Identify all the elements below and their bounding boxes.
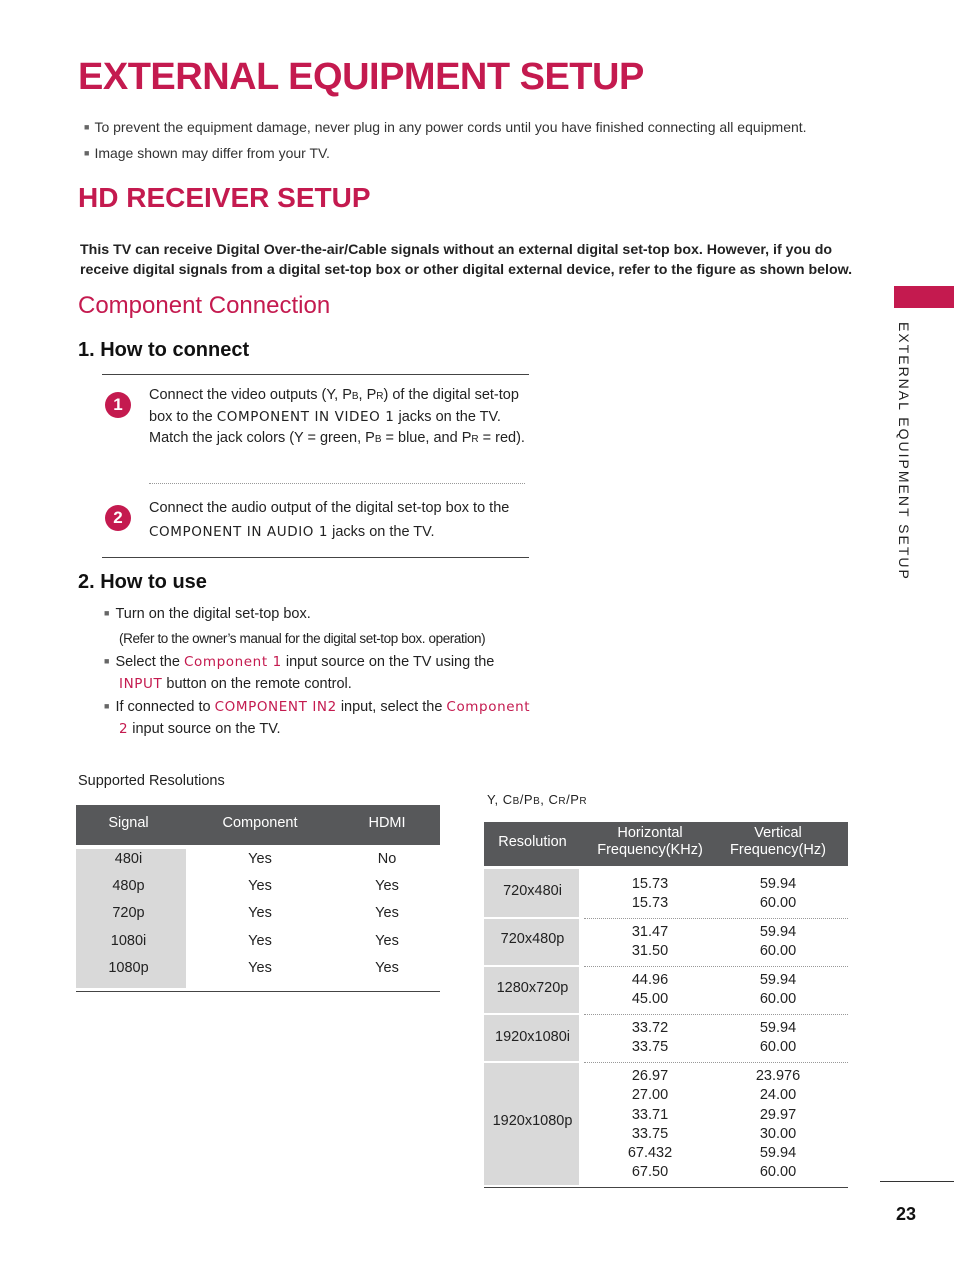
row-divider [584,918,848,919]
page-title: EXTERNAL EQUIPMENT SETUP [78,56,644,98]
connect-top-rule [102,374,529,375]
frequency-bottom-rule [484,1187,848,1188]
row-divider [584,1062,848,1063]
use-item-3: ■ If connected to COMPONENT IN2 input, select the Component 2 input source on the TV. [104,699,531,737]
step-1-badge: 1 [105,392,131,418]
row-divider [584,1014,848,1015]
supported-bottom-rule [76,991,440,992]
frequency-header-row [484,822,848,866]
supported-header-row [76,805,440,845]
step-divider [149,483,525,484]
side-tab-label: EXTERNAL EQUIPMENT SETUP [896,322,912,581]
side-tab-marker [894,286,954,308]
subsection-title: Component Connection [78,292,331,319]
bullet-square-icon: ■ [104,608,110,618]
supported-resolutions-caption: Supported Resolutions [78,773,225,789]
step-1-text: Connect the video outputs (Y, PB, PR) of the digital set-top box to the COMPONENT IN VIDEO 1 jacks on the TV. Match the jack colors (Y = green, PB = blue, and PR = red). [149,387,525,446]
step-2-text: Connect the audio output of the digital set-top box to the COMPONENT IN AUDIO 1 jacks on the TV. [149,500,510,540]
header-vertical: Vertical Frequency(Hz) [730,825,826,858]
use-item-2: ■ Select the Component 1 input source on the TV using the INPUT button on the remote control. [104,654,495,692]
bullet-square-icon: ■ [84,148,90,158]
intro-paragraph: This TV can receive Digital Over-the-air/Cable signals without an external digital set-top box. However, if you do receive digital signals from a digital set-top box or other digital external device, refer to the figure as shown below. [80,242,853,278]
header-signal: Signal [108,815,149,831]
section-title: HD RECEIVER SETUP [78,182,371,213]
page-number-rule [880,1181,954,1182]
header-resolution: Resolution [498,834,567,850]
supported-resolutions-table: Signal Component HDMI 480i Yes No 480p Yes Yes 720p Yes Yes 1080i Yes Yes 1080p Yes Yes [76,805,440,993]
header-hdmi: HDMI [368,815,406,831]
component-in2-label: COMPONENT IN2 [214,699,337,715]
component-in-video-1-label: COMPONENT IN VIDEO 1 [216,409,395,425]
how-to-connect-heading: 1. How to connect [78,339,250,361]
frequency-table: Resolution Horizontal Frequency(KHz) Vertical Frequency(Hz) 720x480i 15.73 15.73 59.94 60.00 720x480p 31.47 31.50 59.94 60.00 1280x720p 44.96 45.00 59.94 60.00 1920x1080i 33.72 33.75 59.94 60.00 1920x1080p 26.97 27.00 33.71 33.75 67.432 67.50 23.976 24.00 29.97 30.00 59.94 60.00 [484,822,848,1190]
component-2-label: Component 2 [119,699,531,737]
use-item-1-note: (Refer to the owner’s manual for the digital set-top box. operation) [119,631,486,646]
use-item-1: ■ Turn on the digital set-top box. [104,606,311,622]
component-1-label: Component 1 [183,654,282,670]
row-divider [584,966,848,967]
header-component: Component [222,815,298,831]
note-image: ■ Image shown may differ from your TV. [84,145,330,161]
note-power: ■ To prevent the equipment damage, never plug in any power cords until you have finished connecting all equipment. [84,119,807,135]
component-in-audio-1-label: COMPONENT IN AUDIO 1 [149,524,329,540]
step-2-badge: 2 [105,505,131,531]
bullet-square-icon: ■ [104,701,110,711]
how-to-use-heading: 2. How to use [78,571,207,593]
page-number: 23 [896,1204,917,1224]
input-label: INPUT [119,676,163,692]
bullet-square-icon: ■ [104,656,110,666]
frequency-caption: Y, CB/PB, CR/PR [487,792,588,807]
connect-bottom-rule [102,557,529,558]
bullet-square-icon: ■ [84,122,90,132]
header-horizontal: Horizontal Frequency(KHz) [597,825,703,858]
